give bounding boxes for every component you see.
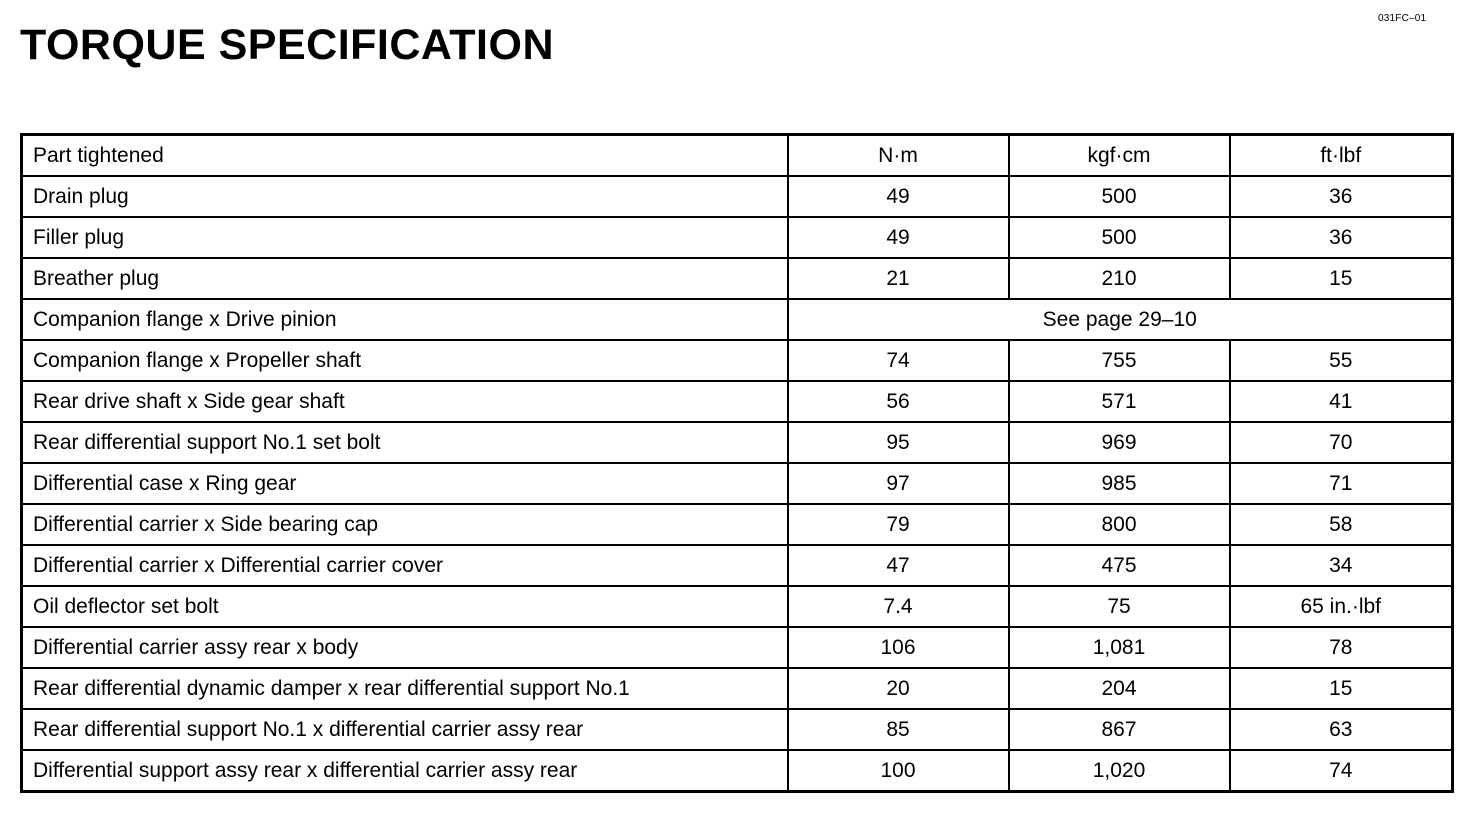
ft-cell: 41 — [1230, 381, 1453, 422]
part-cell: Companion flange x Drive pinion — [22, 299, 788, 340]
ft-cell: 36 — [1230, 217, 1453, 258]
nm-cell: 85 — [788, 709, 1009, 750]
table-row — [22, 668, 1453, 709]
part-cell: Filler plug — [22, 217, 788, 258]
part-cell: Differential carrier assy rear x body — [22, 627, 788, 668]
document-code: 031FC–01 — [1378, 13, 1427, 24]
nm-cell: 49 — [788, 217, 1009, 258]
see-page-reference: See page 29–10 — [788, 299, 1453, 340]
table-row — [22, 258, 1453, 299]
kgf-cell: 1,081 — [1009, 627, 1230, 668]
part-cell: Differential carrier x Differential carrier cover — [22, 545, 788, 586]
torque-table — [20, 133, 1454, 793]
table-row — [22, 217, 1453, 258]
ft-cell: 74 — [1230, 750, 1453, 792]
part-cell: Drain plug — [22, 176, 788, 217]
ft-cell: 15 — [1230, 668, 1453, 709]
kgf-cell: 210 — [1009, 258, 1230, 299]
ft-cell: 70 — [1230, 422, 1453, 463]
ft-cell: 78 — [1230, 627, 1453, 668]
header-nm: N·m — [788, 135, 1009, 177]
nm-cell: 7.4 — [788, 586, 1009, 627]
part-cell: Rear differential dynamic damper x rear differential support No.1 — [22, 668, 788, 709]
kgf-cell: 571 — [1009, 381, 1230, 422]
kgf-cell: 75 — [1009, 586, 1230, 627]
table-row — [22, 299, 1453, 340]
kgf-cell: 985 — [1009, 463, 1230, 504]
kgf-cell: 500 — [1009, 176, 1230, 217]
table-row — [22, 750, 1453, 792]
kgf-cell: 969 — [1009, 422, 1230, 463]
table-row — [22, 586, 1453, 627]
header-ft-lbf: ft·lbf — [1230, 135, 1453, 177]
table-row — [22, 627, 1453, 668]
nm-cell: 74 — [788, 340, 1009, 381]
nm-cell: 106 — [788, 627, 1009, 668]
part-cell: Companion flange x Propeller shaft — [22, 340, 788, 381]
ft-cell: 71 — [1230, 463, 1453, 504]
table-row — [22, 422, 1453, 463]
ft-cell: 15 — [1230, 258, 1453, 299]
part-cell: Differential case x Ring gear — [22, 463, 788, 504]
nm-cell: 56 — [788, 381, 1009, 422]
kgf-cell: 204 — [1009, 668, 1230, 709]
part-cell: Rear differential support No.1 set bolt — [22, 422, 788, 463]
page-title: TORQUE SPECIFICATION — [20, 21, 554, 69]
kgf-cell: 475 — [1009, 545, 1230, 586]
ft-cell: 55 — [1230, 340, 1453, 381]
table-row — [22, 381, 1453, 422]
nm-cell: 79 — [788, 504, 1009, 545]
nm-cell: 100 — [788, 750, 1009, 792]
kgf-cell: 755 — [1009, 340, 1230, 381]
ft-cell: 65 in.·lbf — [1230, 586, 1453, 627]
table-header-row — [22, 135, 1453, 177]
ft-cell: 36 — [1230, 176, 1453, 217]
nm-cell: 47 — [788, 545, 1009, 586]
nm-cell: 21 — [788, 258, 1009, 299]
nm-cell: 95 — [788, 422, 1009, 463]
ft-cell: 63 — [1230, 709, 1453, 750]
kgf-cell: 800 — [1009, 504, 1230, 545]
part-cell: Differential carrier x Side bearing cap — [22, 504, 788, 545]
table-row — [22, 709, 1453, 750]
nm-cell: 20 — [788, 668, 1009, 709]
part-cell: Rear differential support No.1 x differential carrier assy rear — [22, 709, 788, 750]
table-row — [22, 176, 1453, 217]
table-row — [22, 340, 1453, 381]
part-cell: Oil deflector set bolt — [22, 586, 788, 627]
table-row — [22, 545, 1453, 586]
kgf-cell: 1,020 — [1009, 750, 1230, 792]
ft-cell: 34 — [1230, 545, 1453, 586]
ft-cell: 58 — [1230, 504, 1453, 545]
kgf-cell: 867 — [1009, 709, 1230, 750]
header-part-tightened: Part tightened — [22, 135, 788, 177]
table-row — [22, 504, 1453, 545]
header-kgf-cm: kgf·cm — [1009, 135, 1230, 177]
part-cell: Breather plug — [22, 258, 788, 299]
part-cell: Differential support assy rear x differential carrier assy rear — [22, 750, 788, 792]
table-row — [22, 463, 1453, 504]
kgf-cell: 500 — [1009, 217, 1230, 258]
part-cell: Rear drive shaft x Side gear shaft — [22, 381, 788, 422]
nm-cell: 97 — [788, 463, 1009, 504]
nm-cell: 49 — [788, 176, 1009, 217]
